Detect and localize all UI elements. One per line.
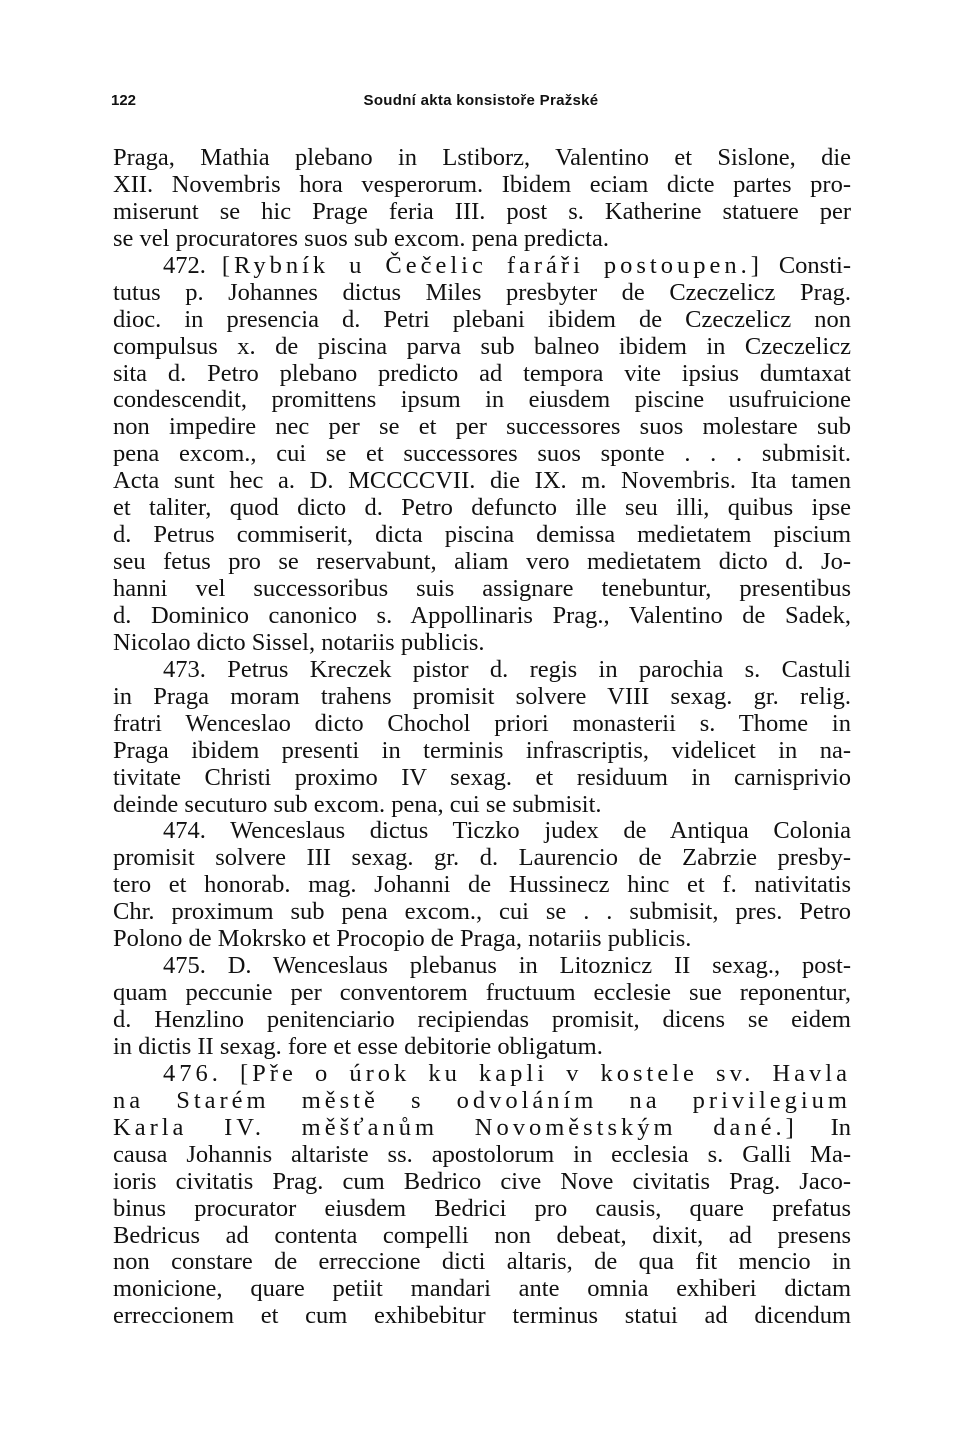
text-line: in Praga moram trahens promisit solvere VIII sexag. gr. relig. [113, 682, 851, 710]
text-line: hanni vel successoribus suis assignare tenebuntur, presentibus [113, 575, 851, 602]
text-line: non impedire nec per se et per successores suos molestare sub [113, 413, 851, 441]
text-line: erreccionem et cum exhibebitur terminus statui ad dicendum [113, 1302, 851, 1330]
text-line: Chr. proximum sub pena excom., cui se . . submisit, pres. Petro [113, 898, 851, 926]
page-number: 122 [111, 92, 137, 109]
page-header [111, 92, 851, 116]
text-line: promisit solvere III sexag. gr. d. Laurencio de Zabrzie presby- [113, 844, 851, 872]
text-line: Bedricus ad contenta compelli non debeat, dixit, ad presens [113, 1221, 851, 1249]
text-line: Polono de Mokrsko et Procopio de Praga, notariis publicis. [113, 925, 692, 953]
text-line: se vel procuratores suos sub excom. pena predicta. [113, 224, 609, 252]
text-line: ioris civitatis Prag. cum Bedrico cive Nove civitatis Prag. Jaco- [113, 1167, 851, 1195]
text-line: d. Henzlino penitenciario recipiendas promisit, dicens se eidem [113, 1006, 851, 1033]
czech-summary-line-end [113, 1115, 851, 1142]
text-line: d. Petrus commiserit, dicta piscina demissa medietatem piscium [113, 521, 851, 549]
entry-474-line: 474. Wenceslaus dictus Ticzko judex de Antiqua Colonia [163, 817, 851, 845]
text-line: dioc. in presencia d. Petri plebani ibidem de Czeczelicz non [113, 305, 851, 333]
entry-472-heading-line [113, 253, 851, 280]
text-line: pena excom., cui se et successores suos sponte . . . submisit. [113, 440, 851, 468]
entry-473-line: 473. Petrus Kreczek pistor d. regis in parochia s. Castuli [163, 655, 851, 683]
text-line: deinde secuturo sub excom. pena, cui se submisit. [113, 790, 602, 818]
text-line: in dictis II sexag. fore et esse debitorie obligatum. [113, 1032, 603, 1060]
text-line: Nicolao dicto Sissel, notariis publicis. [113, 628, 485, 656]
text-line: condescendit, promittens ipsum in eiusdem piscine usufruicione [113, 386, 851, 414]
text-line: et taliter, quod dicto d. Petro defuncto ille seu illi, quibus ipse [113, 494, 851, 522]
text-line: seu fetus pro se reservabunt, aliam vero medietatem dicto d. Jo- [113, 548, 851, 576]
text-line: Praga ibidem presenti in terminis infrascriptis, videlicet in na- [113, 736, 851, 764]
text-line: monicione, quare petiit mandari ante omnia exhiberi dictam [113, 1275, 851, 1303]
text-fragment: Consti- [778, 251, 851, 279]
text-line: tero et honorab. mag. Johanni de Hussinecz hinc et f. nativitatis [113, 871, 851, 899]
text-line: miserunt se hic Prage feria III. post s. Katherine statuere per [113, 197, 851, 225]
body-text [113, 145, 851, 1330]
text-line: d. Dominico canonico s. Appollinaris Prag., Valentino de Sadek, [113, 601, 851, 629]
czech-summary: [Rybník u Čečelic faráři postoupen.] [221, 251, 763, 279]
czech-summary: Karla IV. měšťanům Novoměstským dané.] [113, 1113, 798, 1141]
text-line: quam peccunie per conventorem fructuum ecclesie sue reponentur, [113, 979, 851, 1007]
text-line: sita d. Petro plebano predicto ad tempora vite ipsius dumtaxat [113, 359, 851, 387]
entry-476-heading-line: 476. [Pře o úrok ku kapli v kostele sv. Havla [163, 1059, 851, 1087]
czech-summary-line: na Starém městě s odvoláním na privilegium [113, 1086, 851, 1114]
text-line: non constare de erreccione dicti altaris, de qua fit mencio in [113, 1248, 851, 1276]
text-line: fratri Wenceslao dicto Chochol priori monasterii s. Thome in [113, 709, 851, 737]
text-line: tivitate Christi proximo IV sexag. et residuum in carnisprivio [113, 763, 851, 791]
text-line: Acta sunt hec a. D. MCCCCVII. die IX. m. Novembris. Ita tamen [113, 467, 851, 495]
text-line: causa Johannis altariste ss. apostolorum in ecclesia s. Galli Ma- [113, 1140, 851, 1168]
running-title: Soudní akta konsistoře Pražské [363, 92, 599, 109]
entry-475-line: 475. D. Wenceslaus plebanus in Litoznicz II sexag., post- [163, 952, 851, 980]
text-line: compulsus x. de piscina parva sub balneo ibidem in Czeczelicz [113, 332, 851, 360]
text-line: XII. Novembris hora vesperorum. Ibidem eciam dicte partes pro- [113, 170, 851, 198]
text-line: Praga, Mathia plebano in Lstiborz, Valentino et Sislone, die [113, 144, 851, 171]
text-line: tutus p. Johannes dictus Miles presbyter de Czeczelicz Prag. [113, 278, 851, 306]
text-fragment: In [830, 1113, 851, 1141]
text-line: binus procurator eiusdem Bedrici pro causis, quare prefatus [113, 1194, 851, 1222]
entry-number: 472. [163, 251, 206, 279]
